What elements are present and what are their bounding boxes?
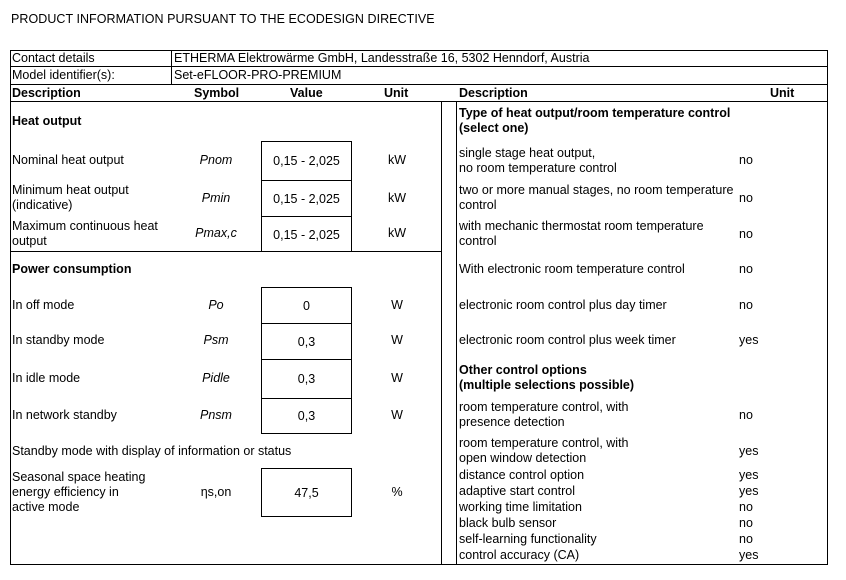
header-unit-left: Unit: [384, 86, 409, 100]
row-description: In standby mode: [12, 333, 105, 347]
row-label-line2: control: [459, 198, 497, 212]
other-controls-heading-line1: Other control options: [459, 363, 587, 377]
row-symbol: Pnsm: [200, 408, 232, 422]
row-label-line1: electronic room control plus day timer: [459, 298, 667, 312]
row-value-box: [261, 287, 352, 324]
row-value: no: [739, 191, 753, 205]
power-consumption-heading: Power consumption: [12, 262, 132, 276]
row-label-line1: self-learning functionality: [459, 532, 597, 546]
row-label-line1: two or more manual stages, no room temperature: [459, 183, 734, 197]
row-value: 0,15 - 2,025: [273, 191, 340, 206]
row-symbol: Pmax,c: [195, 226, 237, 240]
other-controls-heading-line2: (multiple selections possible): [459, 378, 635, 392]
row-symbol: Pmin: [201, 191, 231, 205]
row-unit: W: [391, 298, 403, 312]
row-label-line1: with mechanic thermostat room temperature: [459, 219, 704, 233]
control-type-heading-line1: Type of heat output/room temperature control: [459, 106, 731, 120]
header-unit-right: Unit: [770, 86, 795, 100]
row-unit: kW: [387, 226, 407, 240]
header-description-right: Description: [459, 86, 528, 100]
row-value: 0,3: [297, 409, 316, 423]
row-description: In network standby: [12, 408, 117, 422]
document-title: PRODUCT INFORMATION PURSUANT TO THE ECODESIGN DIRECTIVE: [11, 12, 435, 26]
row-value: no: [739, 227, 753, 241]
row-description-line2: (indicative): [12, 198, 73, 212]
row-description-line2: output: [12, 234, 47, 248]
row-value: no: [739, 532, 753, 546]
row-value-box: [261, 468, 352, 517]
model-identifier-value: Set-eFLOOR-PRO-PREMIUM: [174, 68, 342, 82]
header-description-left: Description: [12, 86, 81, 100]
row-unit: W: [391, 408, 403, 422]
row-value: 0,3: [297, 334, 316, 349]
row-symbol: Po: [208, 298, 224, 312]
row-value: no: [739, 408, 753, 422]
row-label-line1: black bulb sensor: [459, 516, 557, 530]
row-value: no: [739, 153, 753, 167]
row-value-box: [261, 323, 352, 360]
row-unit: W: [391, 371, 403, 385]
row-value: 0,15 - 2,025: [273, 154, 340, 168]
row-value: yes: [739, 548, 759, 562]
row-unit: %: [391, 485, 403, 499]
row-value: 0,15 - 2,025: [273, 227, 340, 242]
row-label-line1: room temperature control, with: [459, 436, 629, 450]
row-label-line2: presence detection: [459, 415, 565, 429]
row-unit: W: [391, 333, 403, 347]
row-value-box: [261, 398, 352, 434]
row-value-box: [261, 141, 352, 181]
row-description-line1: Minimum heat output: [12, 183, 129, 197]
control-type-heading-line2: (select one): [459, 121, 529, 135]
row-value-box: [261, 180, 352, 217]
row-label-line2: control: [459, 234, 497, 248]
row-unit: kW: [387, 153, 407, 167]
row-description-line1: Maximum continuous heat: [12, 219, 158, 233]
row-description: Nominal heat output: [12, 153, 124, 167]
row-symbol: Pnom: [199, 153, 233, 167]
row-label-line1: single stage heat output,: [459, 146, 596, 160]
row-label-line1: electronic room control plus week timer: [459, 333, 676, 347]
row-value-box: [261, 216, 352, 252]
row-description: In off mode: [12, 298, 75, 312]
row-value: 47,5: [294, 485, 319, 500]
standby-display-label: Standby mode with display of information or status: [12, 444, 292, 458]
heat-output-heading: Heat output: [12, 114, 82, 128]
row-value: yes: [739, 468, 759, 482]
row-description: In idle mode: [12, 371, 81, 385]
row-value: yes: [739, 333, 759, 347]
row-label-line1: working time limitation: [459, 500, 582, 514]
row-label-line1: room temperature control, with: [459, 400, 629, 414]
row-value: no: [739, 262, 753, 276]
row-value: no: [739, 516, 753, 530]
row-value: 0,3: [297, 372, 316, 386]
contact-details-label: Contact details: [12, 51, 95, 65]
header-value: Value: [290, 86, 323, 100]
row-value: 0: [303, 298, 310, 313]
row-value-box: [261, 359, 352, 399]
row-symbol: ηs,on: [200, 485, 232, 499]
row-label-line1: control accuracy (CA): [459, 548, 580, 562]
header-symbol: Symbol: [194, 86, 240, 100]
row-symbol: Pidle: [202, 371, 230, 385]
row-label-line2: open window detection: [459, 451, 587, 465]
row-symbol: Psm: [203, 333, 229, 347]
row-label-line1: adaptive start control: [459, 484, 576, 498]
row-value: no: [739, 298, 753, 312]
row-label-line1: distance control option: [459, 468, 585, 482]
row-description-line2: energy efficiency in: [12, 485, 119, 499]
row-value: yes: [739, 444, 759, 458]
contact-details-value: ETHERMA Elektrowärme GmbH, Landesstraße 16, 5302 Henndorf, Austria: [174, 51, 590, 65]
row-unit: kW: [387, 191, 407, 205]
row-description-line3: active mode: [12, 500, 80, 514]
row-label-line2: no room temperature control: [459, 161, 617, 175]
model-identifier-label: Model identifier(s):: [12, 68, 115, 82]
row-description-line1: Seasonal space heating: [12, 470, 146, 484]
row-value: yes: [739, 484, 759, 498]
row-value: no: [739, 500, 753, 514]
row-label-line1: With electronic room temperature control: [459, 262, 685, 276]
